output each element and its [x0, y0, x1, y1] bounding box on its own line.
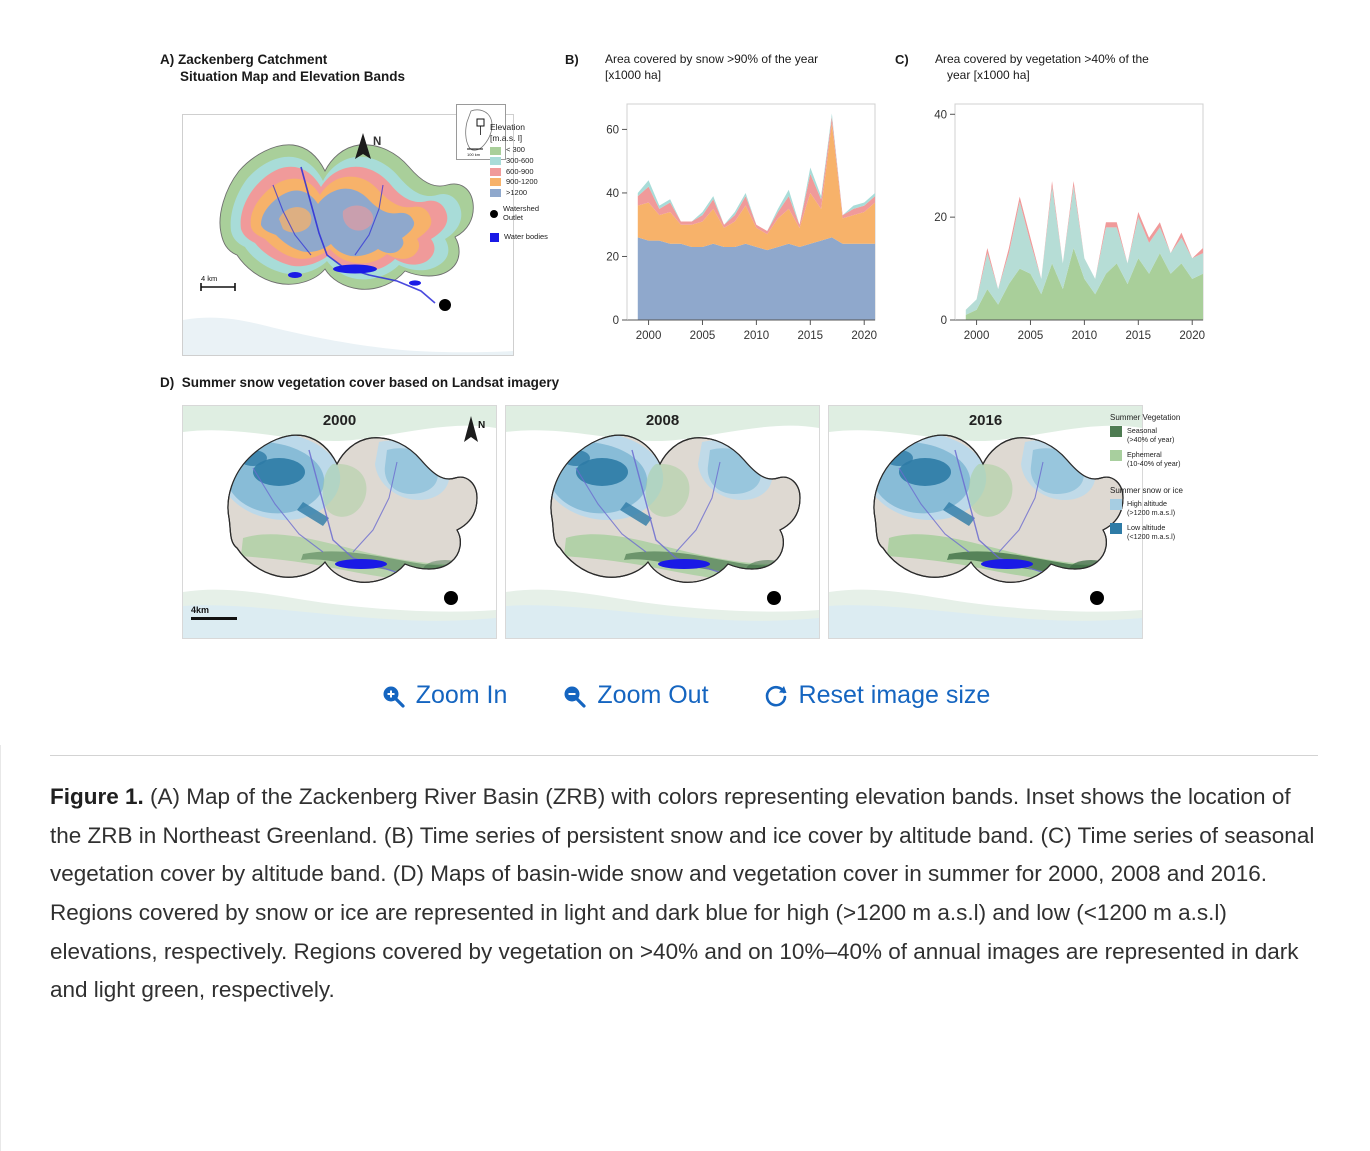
elevation-swatch	[490, 178, 501, 186]
elevation-swatch	[490, 168, 501, 176]
zoom-in-icon	[380, 683, 406, 709]
panel-d-title-text: Summer snow vegetation cover based on Landsat imagery	[181, 375, 560, 390]
caption-divider	[50, 755, 1318, 756]
panel-c	[895, 52, 1220, 372]
watershed-outlet-icon	[490, 210, 498, 218]
zoom-in-label: Zoom In	[415, 681, 508, 709]
svg-text:2020: 2020	[1179, 330, 1206, 342]
landsat-map-2016	[828, 405, 1143, 639]
svg-text:100 km: 100 km	[467, 152, 481, 157]
panel-a-title	[160, 52, 460, 86]
elevation-legend-title-line2: [m.a.s. l]	[490, 132, 523, 143]
elevation-swatch	[490, 147, 501, 155]
zoom-out-icon	[561, 683, 587, 709]
panel-b-title	[605, 52, 885, 83]
figure-caption-label: Figure 1.	[50, 784, 144, 809]
landsat-map-2000-year: 2000	[322, 412, 357, 429]
panel-b	[565, 52, 895, 372]
elevation-legend-label: 300-600	[506, 155, 534, 165]
image-zoom-controls	[0, 680, 1370, 711]
svg-text:2015: 2015	[1125, 330, 1152, 342]
figure-canvas	[150, 30, 1220, 670]
svg-text:20: 20	[606, 251, 619, 264]
elevation-legend-point-label: Watershed Outlet	[503, 204, 539, 222]
panel-d-legend-label: Low altitude (<1200 m.a.s.l)	[1127, 523, 1176, 541]
zoom-out-label: Zoom Out	[597, 681, 709, 709]
elevation-legend-label: >1200	[506, 187, 528, 197]
svg-text:2015: 2015	[797, 330, 824, 342]
panel-d-legend-swatch	[1110, 499, 1122, 510]
svg-text:40: 40	[606, 187, 619, 200]
panel-d-legend-row	[1110, 499, 1225, 517]
panel-c-title-line1: Area covered by vegetation >40% of the	[935, 52, 1149, 66]
reset-image-size-button[interactable]	[757, 680, 997, 711]
svg-text:40: 40	[934, 109, 947, 122]
snow-cover-chart	[585, 94, 885, 354]
zoom-in-button[interactable]	[374, 680, 514, 711]
panel-a	[160, 52, 575, 362]
watershed-outlet-marker	[439, 299, 451, 311]
panel-d-title	[160, 375, 559, 392]
elevation-legend-label: < 300	[506, 145, 525, 155]
panel-c-title	[935, 52, 1210, 83]
zoom-out-button[interactable]	[555, 680, 714, 711]
reset-icon	[763, 683, 789, 709]
landsat-map-2000	[182, 405, 497, 639]
elevation-legend-label: 600-900	[506, 166, 534, 176]
svg-text:2010: 2010	[743, 330, 770, 342]
svg-text:60: 60	[606, 124, 619, 137]
svg-text:4 km: 4 km	[201, 274, 218, 283]
panel-d	[160, 375, 1220, 665]
panel-d-legend-vegetation-head: Summer Vegetation	[1110, 413, 1181, 422]
svg-text:0: 0	[612, 315, 619, 327]
panel-d-legend-label: Ephemeral (10-40% of year)	[1127, 450, 1181, 468]
figure-caption-block	[50, 755, 1320, 1010]
panel-d-legend	[1110, 413, 1225, 547]
svg-text:N: N	[478, 420, 486, 431]
panel-d-legend-swatch	[1110, 523, 1122, 534]
vegetation-cover-chart	[913, 94, 1213, 354]
panel-d-legend-row	[1110, 450, 1225, 468]
svg-text:N: N	[373, 136, 382, 148]
svg-text:2010: 2010	[1071, 330, 1098, 342]
panel-c-title-line2: year [x1000 ha]	[947, 67, 1030, 82]
figure-caption-text: (A) Map of the Zackenberg River Basin (ZRB) with colors representing elevation bands. Inset shows the location of the ZRB in Northeast Greenland. (B) Time series of persistent snow and ice cover by altitude band. (C) Time series of seasonal vegetation cover by altitude band. (D) Maps of basin-wide snow and vegetation cover in summer for 2000, 2008 and 2016. Regions covered by snow or ice are represented in light and dark blue for high (>1200 m a.s.l) and low (<1200 m a.s.l) elevations, respectively. Regions covered by vegetation on >40% and on 10%–40% of annual images are represented in dark and light green, respectively.	[50, 784, 1315, 1003]
landsat-map-2008	[505, 405, 820, 639]
panel-a-letter: A)	[160, 52, 175, 67]
elevation-legend-point-label: Water bodies	[504, 231, 548, 241]
landsat-map-2016-year: 2016	[968, 412, 1003, 429]
panel-d-legend-snow-items	[1110, 499, 1225, 541]
panel-d-letter: D)	[160, 375, 175, 390]
reset-label: Reset image size	[798, 681, 991, 709]
panel-d-legend-swatch	[1110, 426, 1122, 437]
panel-d-legend-vegetation-items	[1110, 426, 1225, 468]
panel-d-legend-row	[1110, 523, 1225, 541]
figure-caption	[50, 778, 1320, 1010]
panel-d-legend-snow-head: Summer snow or ice	[1110, 486, 1183, 495]
svg-text:0: 0	[940, 315, 947, 327]
panel-d-legend-swatch	[1110, 450, 1122, 461]
svg-text:20: 20	[934, 212, 947, 225]
svg-text:2020: 2020	[851, 330, 878, 342]
water-body-swatch	[490, 233, 499, 242]
elevation-legend-title-line1: Elevation	[490, 122, 525, 132]
svg-text:2000: 2000	[635, 330, 662, 342]
elevation-legend-label: 900-1200	[506, 177, 538, 187]
panel-d-scalebar: 4km	[191, 605, 237, 620]
landsat-map-2008-year: 2008	[645, 412, 680, 429]
panel-d-legend-label: High altitude (>1200 m.a.s.l)	[1127, 499, 1176, 517]
panel-a-title-line2: Situation Map and Elevation Bands	[180, 68, 406, 84]
panel-d-north-arrow-icon	[454, 412, 488, 452]
panel-d-legend-row	[1110, 426, 1225, 444]
elevation-swatch	[490, 189, 501, 197]
svg-text:2005: 2005	[689, 330, 716, 342]
elevation-swatch	[490, 157, 501, 165]
panel-b-title-line1: Area covered by snow >90% of the year	[605, 52, 819, 66]
panel-b-title-line2: [x1000 ha]	[605, 67, 662, 82]
panel-d-legend-label: Seasonal (>40% of year)	[1127, 426, 1175, 444]
svg-text:2005: 2005	[1017, 330, 1044, 342]
panel-c-letter: C)	[895, 52, 909, 67]
svg-text:2000: 2000	[963, 330, 990, 342]
panel-a-title-line1: Zackenberg Catchment	[178, 52, 328, 67]
panel-b-letter: B)	[565, 52, 579, 67]
